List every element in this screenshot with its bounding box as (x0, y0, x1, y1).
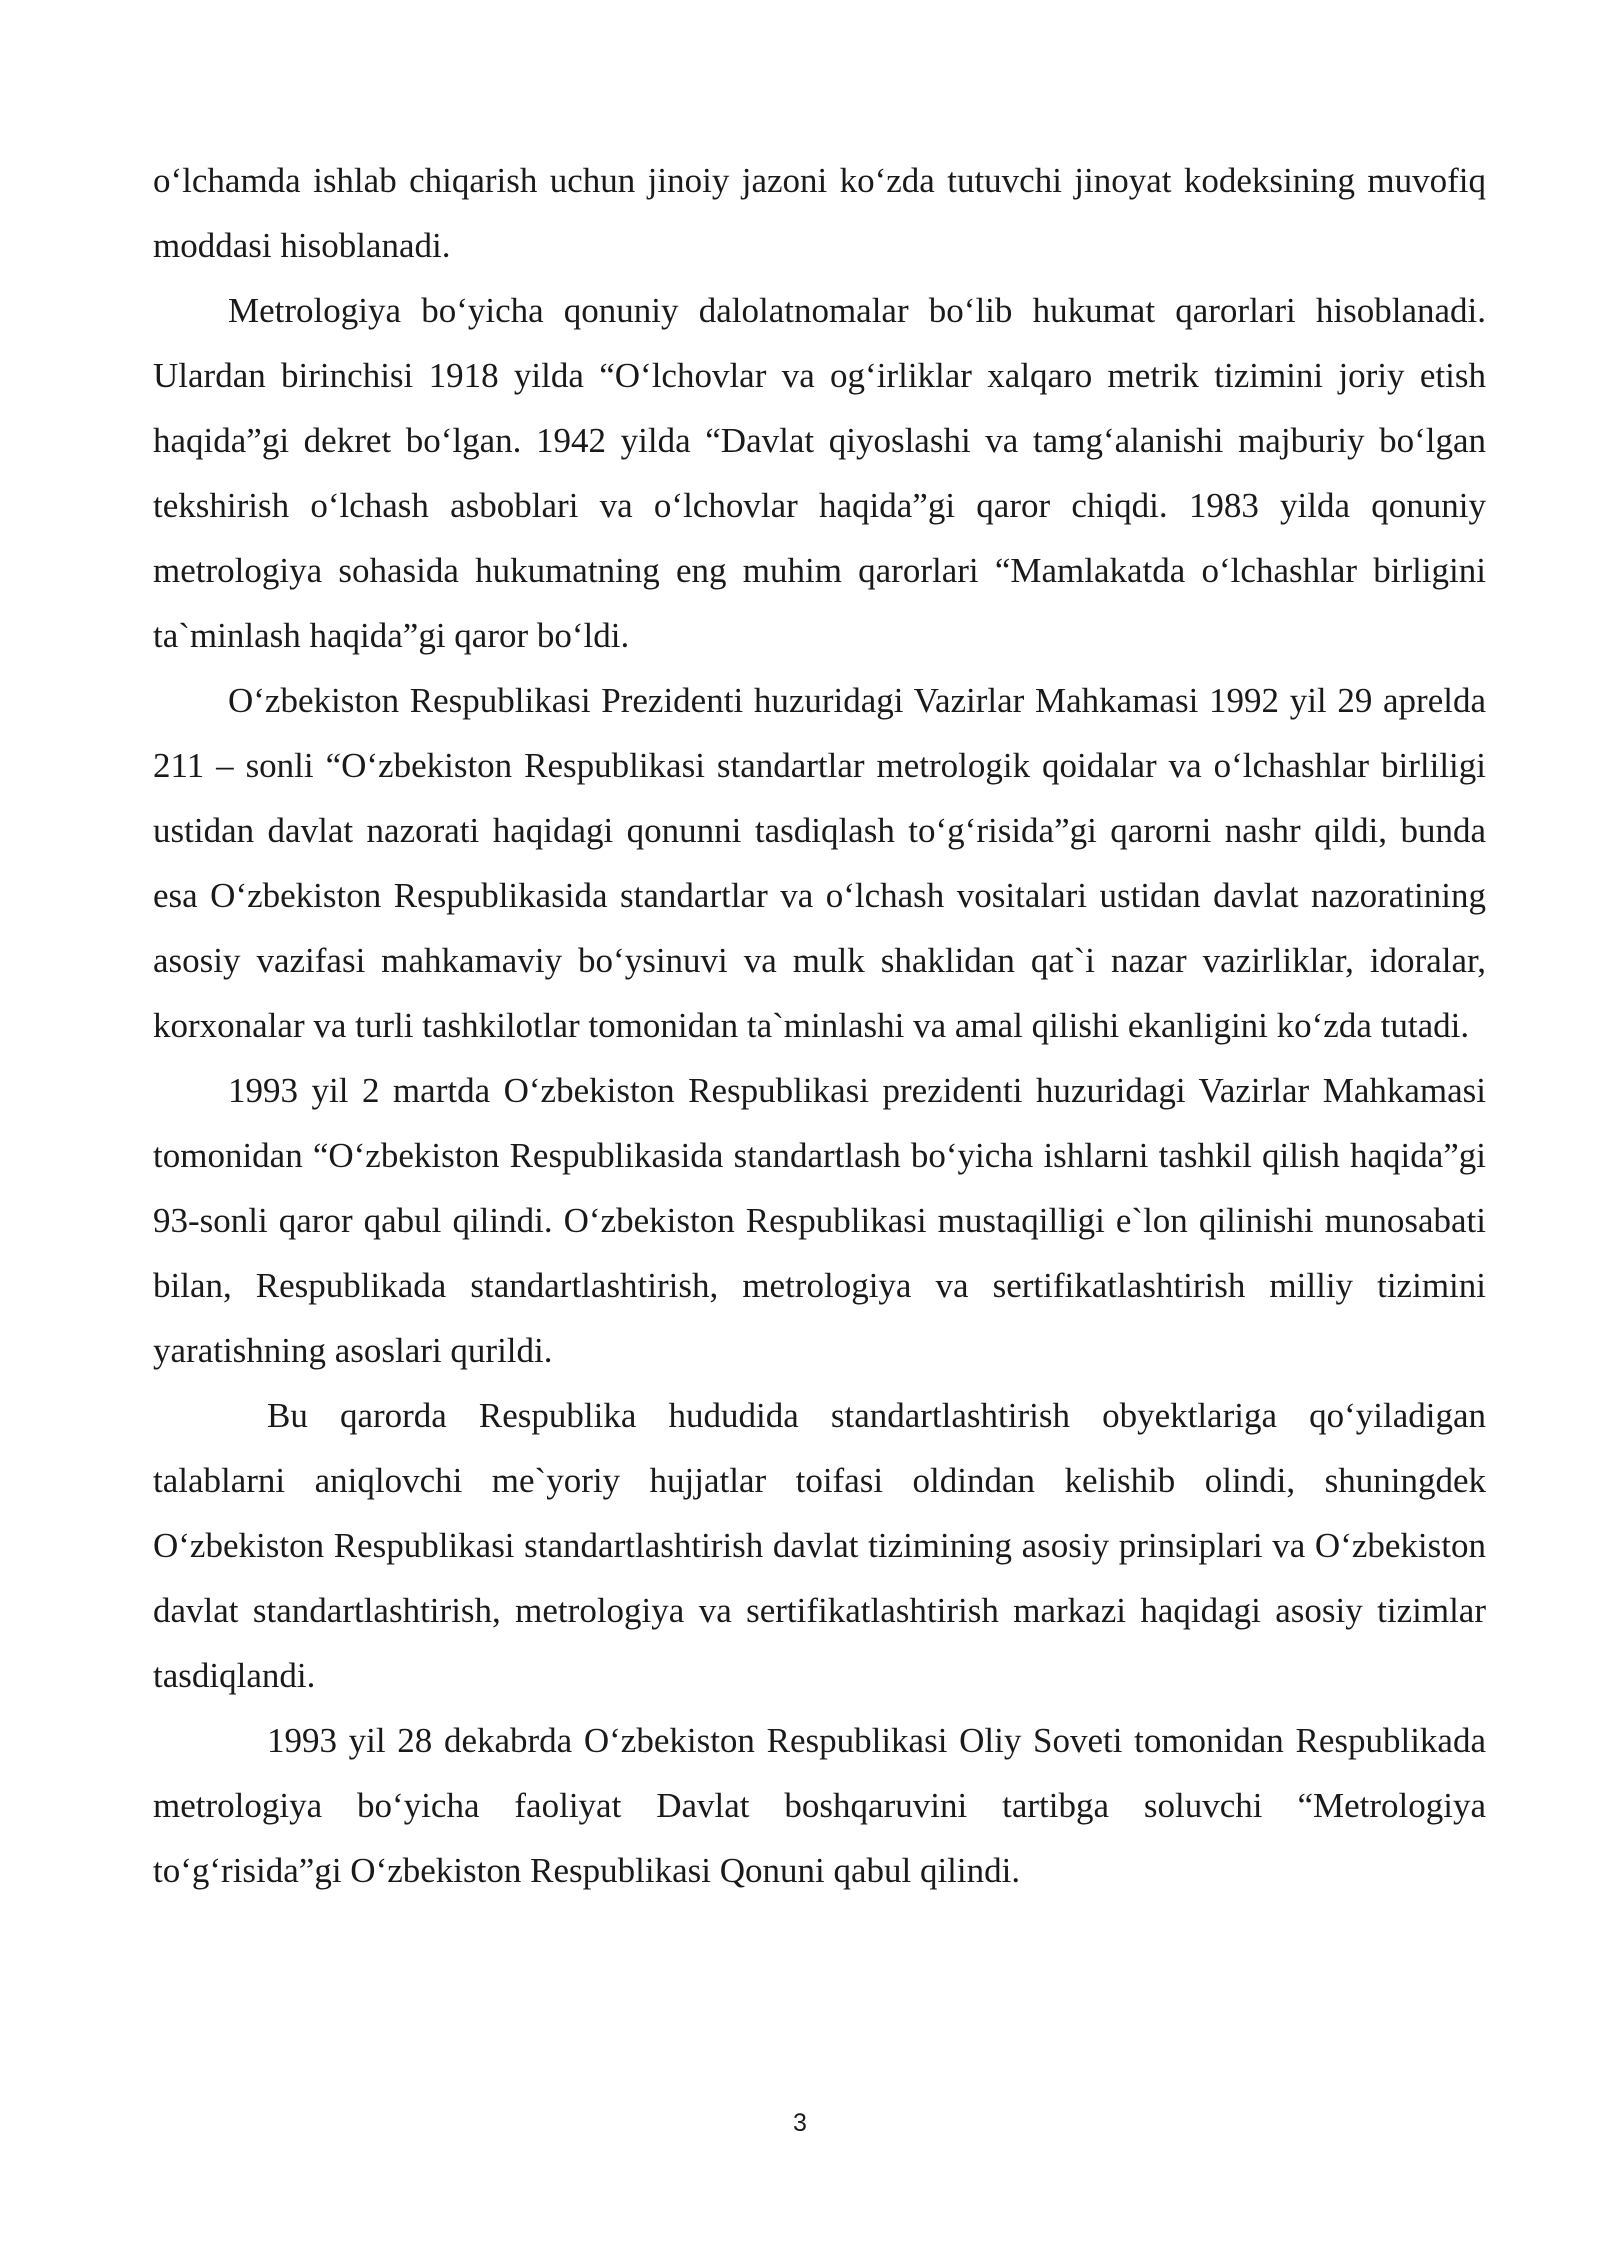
paragraph-1993-march-resolution: 1993 yil 2 martda O‘zbekiston Respublikasi prezidenti huzuridagi Vazirlar Mahkamasi tomonidan “O‘zbekiston Respublikasida standartlash bo‘yicha ishlarni tashkil qilish haqida”gi 93-sonli qaror qabul qilindi. O‘zbekiston Respublikasi mustaqilligi e`lon qilinishi munosabati bilan, Respublikada standartlashtirish, metrologiya va sertifikatlashtirish milliy tizimini yaratishning asoslari qurildi. (153, 1071, 1486, 1370)
paragraph-resolution-details: Bu qarorda Respublika hududida standartlashtirish obyektlariga qo‘yiladigan talablarni aniqlovchi me`yoriy hujjatlar toifasi oldindan kelishib olindi, shuningdek O‘zbekiston Respublikasi standartlashtirish davlat tizimining asosiy prinsiplari va O‘zbekiston davlat standartlashtirish, metrologiya va sertifikatlashtirish markazi haqidagi asosiy tizimlar tasdiqlandi. (153, 1396, 1486, 1695)
paragraph-continuation: o‘lchamda ishlab chiqarish uchun jinoiy jazoni ko‘zda tutuvchi jinoyat kodeksining muvofiq moddasi hisoblanadi. (153, 161, 1486, 265)
paragraph-metrology-acts: Metrologiya bo‘yicha qonuniy dalolatnomalar bo‘lib hukumat qarorlari hisoblanadi. Ulardan birinchisi 1918 yilda “O‘lchovlar va og‘irliklar xalqaro metrik tizimini joriy etish haqida”gi dekret bo‘lgan. 1942 yilda “Davlat qiyoslashi va tamg‘alanishi majburiy bo‘lgan tekshirish o‘lchash asboblari va o‘lchovlar haqida”gi qaror chiqdi. 1983 yilda qonuniy metrologiya sohasida hukumatning eng muhim qarorlari “Mamlakatda o‘lchashlar birligini ta`minlash haqida”gi qaror bo‘ldi. (153, 291, 1486, 655)
document-body (153, 148, 1486, 1903)
paragraph-1993-december-law: 1993 yil 28 dekabrda O‘zbekiston Respublikasi Oliy Soveti tomonidan Respublikada metrologiya bo‘yicha faoliyat Davlat boshqaruvini tartibga soluvchi “Metrologiya to‘g‘risida”gi O‘zbekiston Respublikasi Qonuni qabul qilindi. (153, 1721, 1486, 1890)
paragraph-1992-resolution: O‘zbekiston Respublikasi Prezidenti huzuridagi Vazirlar Mahkamasi 1992 yil 29 aprelda 211 – sonli “O‘zbekiston Respublikasi standartlar metrologik qoidalar va o‘lchashlar birliligi ustidan davlat nazorati haqidagi qonunni tasdiqlash to‘g‘risida”gi qarorni nashr qildi, bunda esa O‘zbekiston Respublikasida standartlar va o‘lchash vositalari ustidan davlat nazoratining asosiy vazifasi mahkamaviy bo‘ysinuvi va mulk shaklidan qat`i nazar vazirliklar, idoralar, korxonalar va turli tashkilotlar tomonidan ta`minlashi va amal qilishi ekanligini ko‘zda tutadi. (153, 681, 1486, 1045)
page-number: 3 (793, 2109, 807, 2137)
